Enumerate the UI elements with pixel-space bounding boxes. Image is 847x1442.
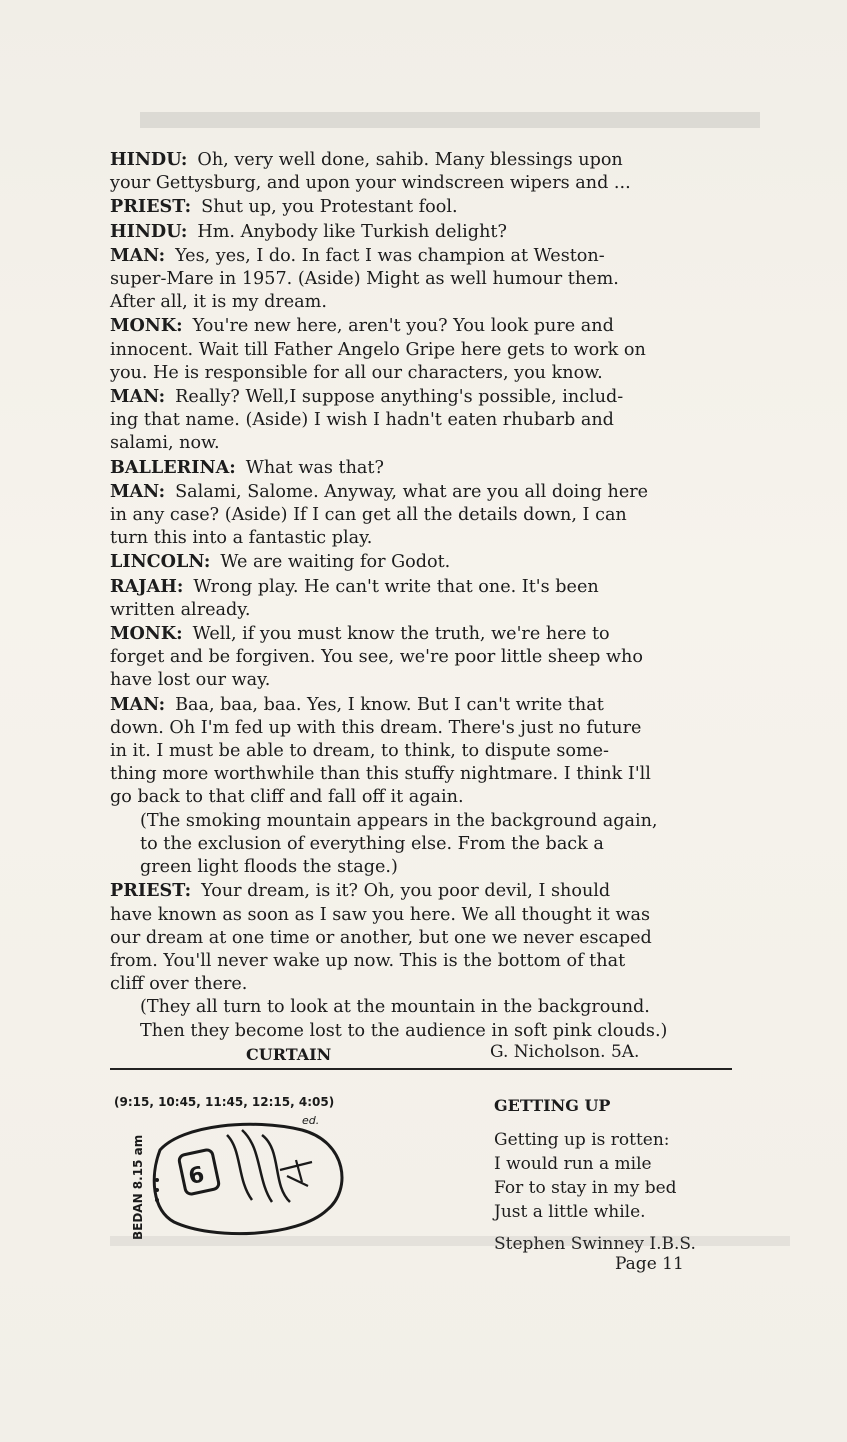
dialogue-continuation: you. He is responsible for all our characters, you know. (110, 362, 603, 383)
sketch-side-label: BEDAN 8.15 am (131, 1134, 145, 1240)
curtain-label: CURTAIN (246, 1044, 332, 1064)
poem-line: For to stay in my bed (494, 1178, 677, 1198)
dialogue-continuation: forget and be forgiven. You see, we're poor little sheep who (110, 647, 643, 668)
dialogue-text: You're new here, aren't you? You look pure and (192, 316, 614, 337)
page-number: Page 11 (615, 1254, 684, 1274)
speaker-name: MAN: (110, 480, 166, 502)
dialogue-text: Shut up, you Protestant fool. (201, 197, 458, 218)
dialogue-continuation: in any case? (Aside) If I can get all the details down, I can (110, 505, 627, 526)
sketch-initials: ed. (302, 1114, 320, 1127)
dialogue-continuation: have lost our way. (110, 670, 271, 691)
dialogue-line (110, 195, 750, 219)
dialogue-text: What was that? (245, 457, 384, 478)
dialogue-continuation: from. You'll never wake up now. This is the bottom of that (110, 950, 626, 971)
dialogue-text: Yes, yes, I do. In fact I was champion at Weston- (175, 245, 605, 266)
dialogue-text: Your dream, is it? Oh, you poor devil, I should (201, 881, 611, 902)
dialogue-continuation: your Gettysburg, and upon your windscreen wipers and ... (110, 173, 631, 194)
bleed-through-footer (110, 1236, 790, 1246)
dialogue-line (110, 456, 750, 480)
dialogue-continuation: super-Mare in 1957. (Aside) Might as well humour them. (110, 269, 619, 290)
dialogue-text: Really? Well,I suppose anything's possible, includ- (175, 387, 624, 408)
dialogue-line (110, 622, 750, 646)
stage-direction: green light floods the stage.) (140, 857, 398, 878)
speaker-name: MONK: (110, 315, 183, 337)
dialogue-continuation: have known as soon as I saw you here. We all thought it was (110, 904, 651, 925)
dialogue-continuation: in it. I must be able to dream, to think, to dispute some- (110, 741, 609, 762)
speaker-name: PRIEST: (110, 880, 192, 902)
stage-direction: to the exclusion of everything else. From the back a (140, 833, 604, 854)
speaker-name: MAN: (110, 693, 166, 715)
dialogue-text: We are waiting for Godot. (220, 552, 451, 573)
dialogue-line (110, 879, 750, 903)
poem-title: GETTING UP (494, 1096, 611, 1115)
divider-rule (110, 1068, 732, 1070)
script-author: G. Nicholson. 5A. (490, 1042, 640, 1062)
dialogue-continuation: After all, it is my dream. (110, 292, 327, 313)
dialogue-continuation: go back to that cliff and fall off it again. (110, 787, 464, 808)
dialogue-continuation: cliff over there. (110, 974, 248, 995)
dialogue-text: Oh, very well done, sahib. Many blessings upon (197, 150, 623, 170)
svg-text:6: 6 (186, 1162, 207, 1190)
dialogue-line (110, 385, 750, 409)
dialogue-text: Hm. Anybody like Turkish delight? (197, 221, 507, 242)
dialogue-line (110, 693, 750, 717)
stage-direction: (The smoking mountain appears in the background again, (140, 810, 658, 831)
speaker-name: MAN: (110, 386, 166, 408)
poem (494, 1094, 696, 1256)
speaker-name: RAJAH: (110, 575, 184, 597)
play-script (110, 148, 750, 1066)
dialogue-continuation: ing that name. (Aside) I wish I hadn't eaten rhubarb and (110, 410, 614, 431)
dialogue-line (110, 220, 750, 244)
dialogue-text: Wrong play. He can't write that one. It's been (193, 576, 599, 597)
alarm-clock-sketch (112, 1090, 362, 1250)
dialogue-continuation: thing more worthwhile than this stuffy nightmare. I think I'll (110, 764, 651, 785)
dialogue-continuation: innocent. Wait till Father Angelo Gripe here gets to work on (110, 339, 646, 360)
speaker-name: HINDU: (110, 149, 188, 170)
speaker-name: HINDU: (110, 220, 188, 242)
speaker-name: LINCOLN: (110, 551, 211, 573)
dialogue-line (110, 575, 750, 599)
stage-direction: (They all turn to look at the mountain in the background. (140, 997, 650, 1018)
dialogue-line (110, 314, 750, 338)
dialogue-continuation: written already. (110, 599, 251, 620)
dialogue-line (110, 148, 750, 172)
dialogue-line (110, 244, 750, 268)
dialogue-continuation: down. Oh I'm fed up with this dream. There's just no future (110, 717, 642, 738)
dialogue-text: Salami, Salome. Anyway, what are you all doing here (175, 481, 649, 502)
poem-line: Just a little while. (494, 1202, 646, 1222)
sketch-times: (9:15, 10:45, 11:45, 12:15, 4:05) (114, 1095, 335, 1109)
dialogue-line (110, 480, 750, 504)
poem-line: I would run a mile (494, 1154, 652, 1174)
speaker-name: BALLERINA: (110, 456, 236, 478)
speaker-name: MONK: (110, 623, 183, 645)
dialogue-continuation: turn this into a fantastic play. (110, 528, 373, 549)
poem-line: Getting up is rotten: (494, 1130, 670, 1150)
dialogue-continuation: salami, now. (110, 433, 220, 454)
dialogue-text: Well, if you must know the truth, we're here to (192, 624, 610, 645)
dialogue-text: Baa, baa, baa. Yes, I know. But I can't write that (175, 694, 604, 715)
bleed-through-header (140, 112, 760, 128)
dialogue-continuation: our dream at one time or another, but one we never escaped (110, 927, 652, 948)
speaker-name: MAN: (110, 244, 166, 266)
poem-author: Stephen Swinney I.B.S. (494, 1234, 696, 1254)
speaker-name: PRIEST: (110, 196, 192, 218)
dialogue-line (110, 550, 750, 574)
stage-direction: Then they become lost to the audience in soft pink clouds.) (140, 1020, 668, 1041)
